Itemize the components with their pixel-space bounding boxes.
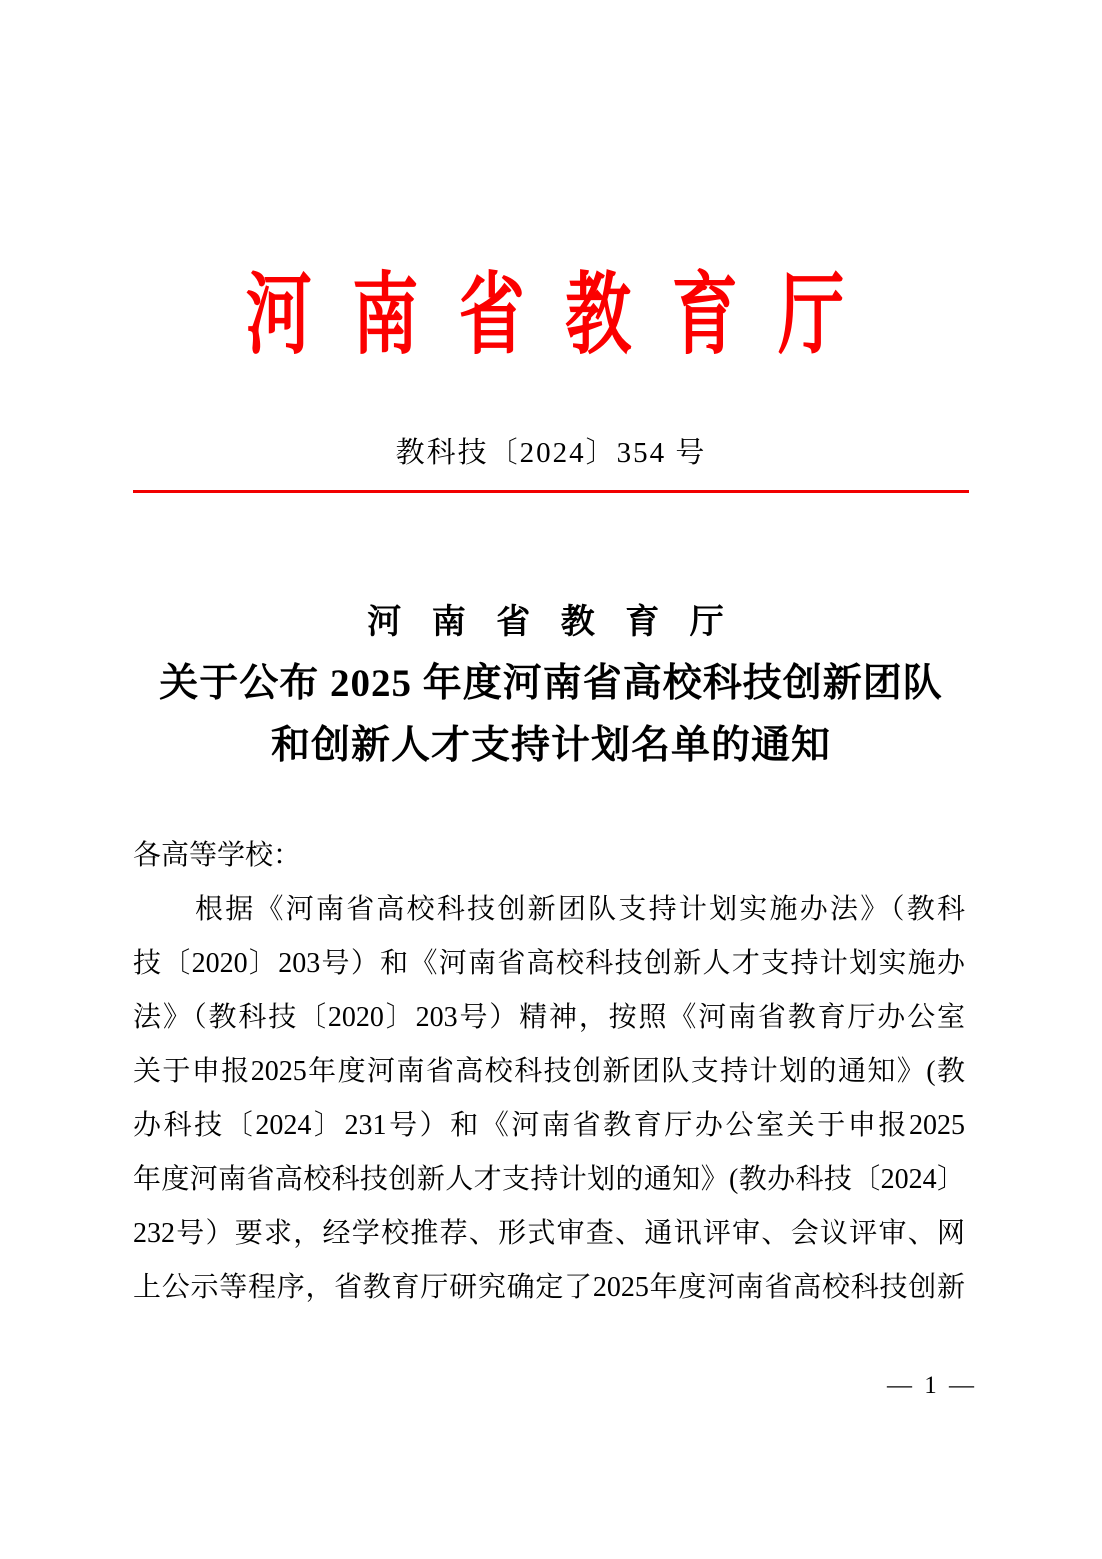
paragraph-line: 上公示等程序，省教育厅研究确定了2025年度河南省高校科技创新 — [133, 1272, 965, 1303]
paragraph-line: 法》（教科技〔2020〕203号）精神，按照《河南省教育厅办公室 — [133, 1002, 965, 1033]
letterhead-red-rule — [133, 490, 969, 493]
paragraph-line: 技〔2020〕203号）和《河南省高校科技创新人才支持计划实施办 — [133, 948, 965, 979]
document-title-line-3: 和创新人才支持计划名单的通知 — [270, 724, 831, 767]
document-body — [133, 829, 965, 1315]
paragraph-line: 根据《河南省高校科技创新团队支持计划实施办法》（教科 — [195, 894, 965, 925]
document-number: 教科技〔2024〕354 号 — [395, 437, 707, 469]
salutation: 各高等学校： — [133, 840, 302, 871]
document-title-line-1: 河 南 省 教 育 厅 — [367, 604, 735, 641]
letterhead-agency-name: 河 南 省 教 育 厅 — [245, 267, 857, 366]
paragraph-line: 办科技〔2024〕231号）和《河南省教育厅办公室关于申报2025 — [133, 1110, 965, 1141]
paragraph-line: 232号）要求，经学校推荐、形式审查、通讯评审、会议评审、网 — [133, 1218, 965, 1249]
document-title-line-2: 关于公布 2025 年度河南省高校科技创新团队 — [159, 662, 943, 705]
paragraph-line: 年度河南省高校科技创新人才支持计划的通知》(教办科技〔2024〕 — [133, 1164, 965, 1195]
page-number: — 1 — — [887, 1372, 977, 1399]
paragraph-line: 关于申报2025年度河南省高校科技创新团队支持计划的通知》(教 — [133, 1056, 965, 1087]
